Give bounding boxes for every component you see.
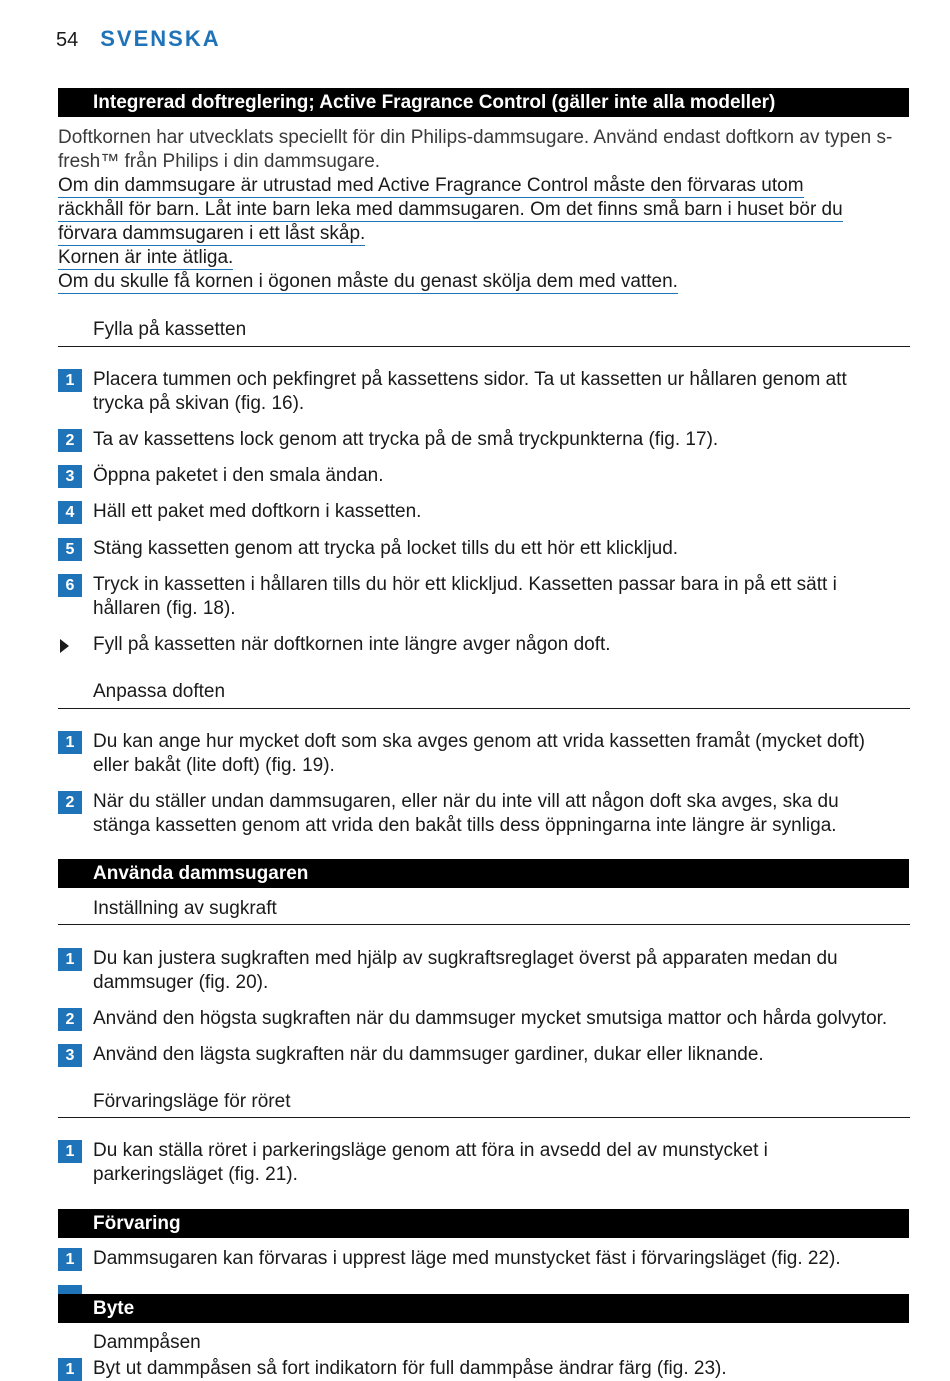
step-text: Du kan justera sugkraften med hjälp av sugkraftsreglaget överst på apparaten medan du (93, 948, 838, 969)
warning-line-4: Kornen är inte ätliga. (58, 247, 234, 268)
subheading-fill: Fylla på kassetten (93, 319, 247, 340)
subheading-dustbag: Dammpåsen (93, 1332, 201, 1353)
step-number: 1 (58, 731, 82, 754)
step-number: 2 (58, 1008, 82, 1031)
step-text: Du kan ställa röret i parkeringsläge genom att föra in avsedd del av munstycket i (93, 1140, 768, 1161)
step-text: Öppna paketet i den smala ändan. (93, 465, 384, 486)
step-number: 1 (58, 369, 82, 392)
section-title-fragrance: Integrerad doftreglering; Active Fragrance Control (gäller inte alla modeller) (58, 88, 909, 117)
divider (58, 346, 910, 347)
step-number: 1 (58, 948, 82, 971)
step-text: Använd den högsta sugkraften när du dammsuger mycket smutsiga mattor och hårda golvytor. (93, 1008, 888, 1029)
step-text: trycka på skivan (fig. 16). (93, 393, 305, 414)
step-text: Placera tummen och pekfingret på kassettens sidor. Ta ut kassetten ur hållaren genom att (93, 369, 847, 390)
step-text: Ta av kassettens lock genom att trycka på de små tryckpunkterna (fig. 17). (93, 429, 719, 450)
step-number: 5 (58, 538, 82, 561)
subheading-parking: Förvaringsläge för röret (93, 1091, 291, 1112)
warning-line-1: Om din dammsugare är utrustad med Active Fragrance Control måste den förvaras utom (58, 175, 804, 196)
step-number: 1 (58, 1140, 82, 1163)
divider (58, 708, 910, 709)
step-text: dammsuger (fig. 20). (93, 972, 269, 993)
language-label: SVENSKA (100, 26, 221, 51)
step-text: Du kan ange hur mycket doft som ska avges genom att vrida kassetten framåt (mycket doft) (93, 731, 865, 752)
step-text: Stäng kassetten genom att trycka på locket tills du ett hör ett klickljud. (93, 538, 679, 559)
step-number: 6 (58, 574, 82, 597)
step-number: 3 (58, 465, 82, 488)
step-number: 2 (58, 791, 82, 814)
divider (58, 924, 910, 925)
section-title-storage: Förvaring (58, 1209, 909, 1238)
step-number: 3 (58, 1044, 82, 1067)
step-number: 1 (58, 1248, 82, 1271)
step-text: Byt ut dammpåsen så fort indikatorn för full dammpåse ändrar färg (fig. 23). (93, 1358, 727, 1379)
warning-line-3: förvara dammsugaren i ett låst skåp. (58, 223, 366, 244)
subheading-suction: Inställning av sugkraft (93, 898, 277, 919)
bullet-arrow-icon (60, 639, 69, 653)
warning-line-2: räckhåll för barn. Låt inte barn leka med dammsugaren. Om det finns små barn i huset bör du (58, 199, 843, 220)
section-title-use: Använda dammsugaren (58, 859, 909, 888)
subheading-adjust: Anpassa doften (93, 681, 226, 702)
page-number: 54 (56, 29, 79, 51)
step-text: Använd den lägsta sugkraften när du dammsuger gardiner, dukar eller liknande. (93, 1044, 764, 1065)
step-text: stänga kassetten genom att vrida den bakåt tills dess öppningarna inte längre är synliga. (93, 815, 837, 836)
bullet-text: Fyll på kassetten när doftkornen inte längre avger någon doft. (93, 634, 611, 655)
step-number: 4 (58, 501, 82, 524)
step-text: hållaren (fig. 18). (93, 598, 236, 619)
intro-line-2: fresh™ från Philips i din dammsugare. (58, 151, 381, 172)
step-number: 2 (58, 429, 82, 452)
page-header (56, 26, 221, 56)
section-title-replace: Byte (58, 1294, 909, 1323)
step-text: Häll ett paket med doftkorn i kassetten. (93, 501, 422, 522)
divider (58, 1117, 910, 1118)
step-text: Tryck in kassetten i hållaren tills du hör ett klickljud. Kassetten passar bara in på ett sätt i (93, 574, 837, 595)
step-text: parkeringsläget (fig. 21). (93, 1164, 298, 1185)
warning-line-5: Om du skulle få kornen i ögonen måste du genast skölja dem med vatten. (58, 271, 678, 292)
step-number: 1 (58, 1358, 82, 1381)
step-text: När du ställer undan dammsugaren, eller när du inte vill att någon doft ska avges, ska du (93, 791, 839, 812)
intro-line-1: Doftkornen har utvecklats speciellt för din Philips-dammsugare. Använd endast doftkorn av typen s- (58, 127, 893, 148)
step-text: eller bakåt (lite doft) (fig. 19). (93, 755, 335, 776)
step-text: Dammsugaren kan förvaras i upprest läge med munstycket fäst i förvaringsläget (fig. 22). (93, 1248, 841, 1269)
